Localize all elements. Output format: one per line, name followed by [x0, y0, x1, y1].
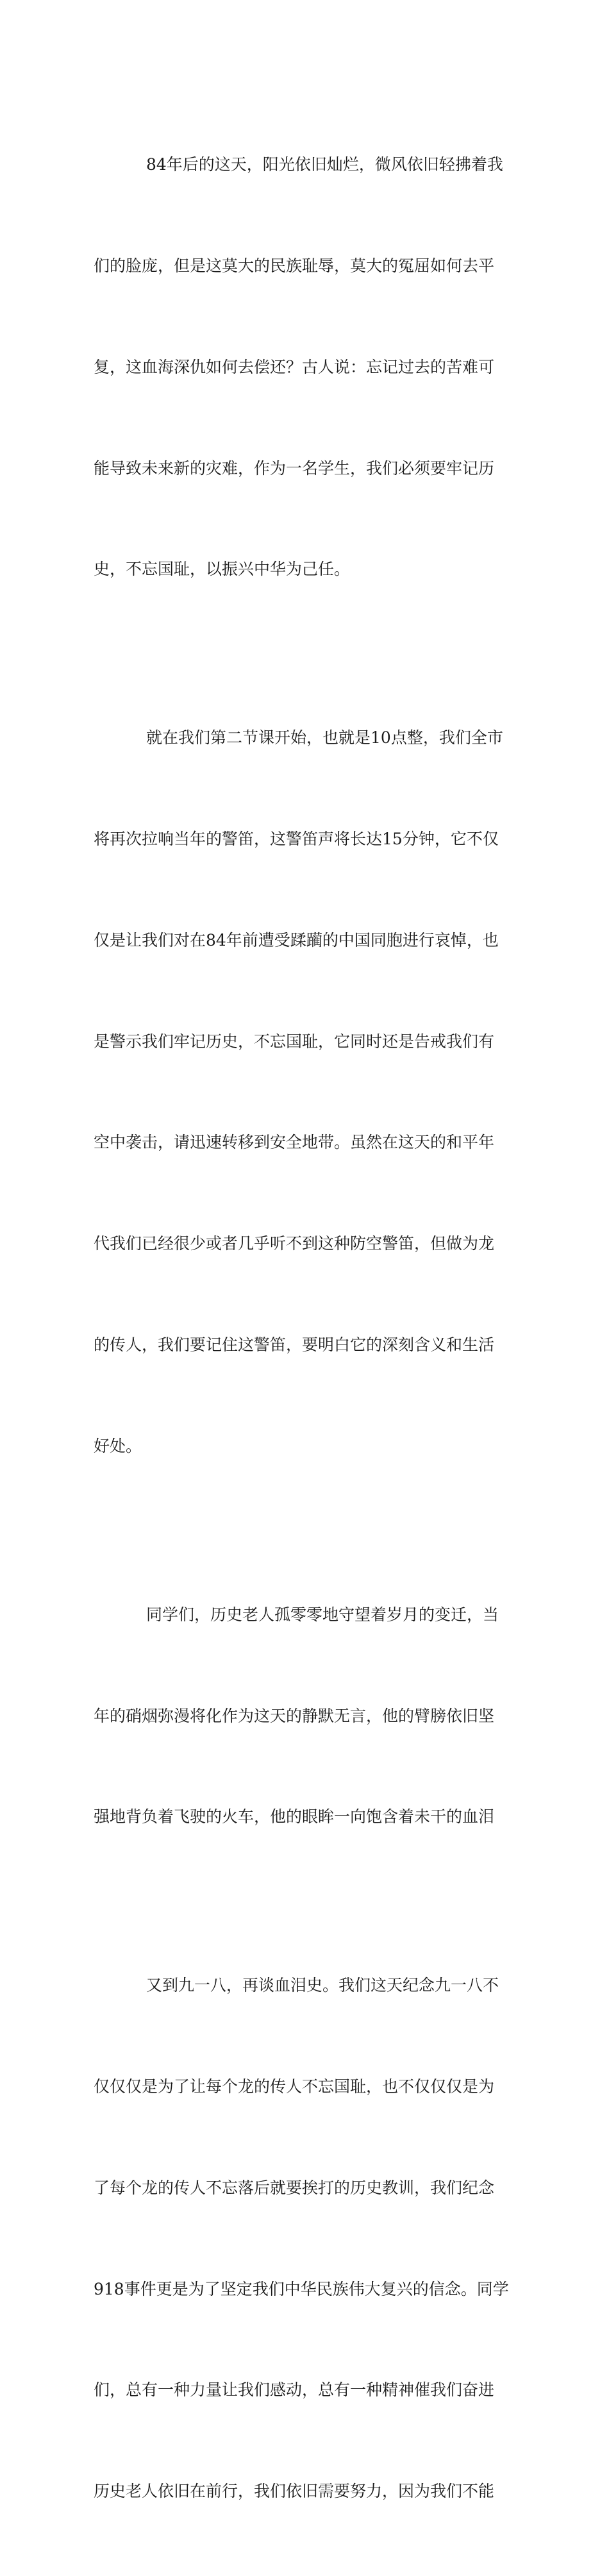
paragraph-line: 们的脸庞，但是这莫大的民族耻辱，莫大的冤屈如何去平: [94, 256, 495, 275]
paragraph-line: 们，总有一种力量让我们感动，总有一种精神催我们奋进: [94, 2380, 495, 2400]
paragraph-line: 代我们已经很少或者几乎听不到这种防空警笛，但做为龙: [94, 1234, 495, 1253]
paragraph-line: 能导致未来新的灾难，作为一名学生，我们必须要牢记历: [94, 458, 495, 478]
paragraph-line: 史，不忘国耻，以振兴中华为己任。: [94, 560, 351, 579]
paragraph-line: 918事件更是为了坚定我们中华民族伟大复兴的信念。同学: [94, 2279, 509, 2298]
paragraph-line: 又到九一八，再谈血泪史。我们这天纪念九一八不: [146, 1976, 499, 1995]
paragraph-line: 年的硝烟弥漫将化作为这天的静默无言，他的臂膀依旧坚: [94, 1706, 495, 1725]
paragraph-3: [94, 1531, 517, 1902]
paragraph-line: 是警示我们牢记历史，不忘国耻，它同时还是告戒我们有: [94, 1032, 495, 1051]
document-body: [94, 81, 517, 2576]
paragraph-line: 复，这血海深仇如何去偿还？古人说：忘记过去的苦难可: [94, 357, 495, 376]
paragraph-line: 84年后的这天，阳光依旧灿烂，微风依旧轻拂着我: [146, 155, 503, 174]
paragraph-line: 同学们，历史老人孤零零地守望着岁月的变迁，当: [146, 1605, 499, 1624]
paragraph-line: 仅仅仅是为了让每个龙的传人不忘国耻，也不仅仅仅是为: [94, 2077, 495, 2096]
paragraph-line: 就在我们第二节课开始，也就是10点整，我们全市: [146, 728, 503, 748]
paragraph-line: 将再次拉响当年的警笛，这警笛声将长达15分钟，它不仅: [94, 830, 499, 849]
paragraph-line: 的传人，我们要记住这警笛，要明白它的深刻含义和生活: [94, 1335, 495, 1354]
paragraph-2: [94, 654, 517, 1530]
paragraph-line: 强地背负着飞驶的火车，他的眼眸一向饱含着未干的血泪: [94, 1807, 495, 1827]
paragraph-line: 了每个龙的传人不忘落后就要挨打的历史教训，我们纪念: [94, 2178, 495, 2197]
paragraph-line: 好处。: [94, 1436, 142, 1455]
paragraph-line: 历史老人依旧在前行，我们依旧需要努力，因为我们不能: [94, 2482, 495, 2501]
paragraph-4: [94, 1902, 517, 2576]
paragraph-line: 仅是让我们对在84年前遭受蹂躏的中国同胞进行哀悼，也: [94, 930, 499, 949]
paragraph-line: 空中袭击，请迅速转移到安全地带。虽然在这天的和平年: [94, 1133, 495, 1152]
paragraph-1: [94, 81, 517, 654]
